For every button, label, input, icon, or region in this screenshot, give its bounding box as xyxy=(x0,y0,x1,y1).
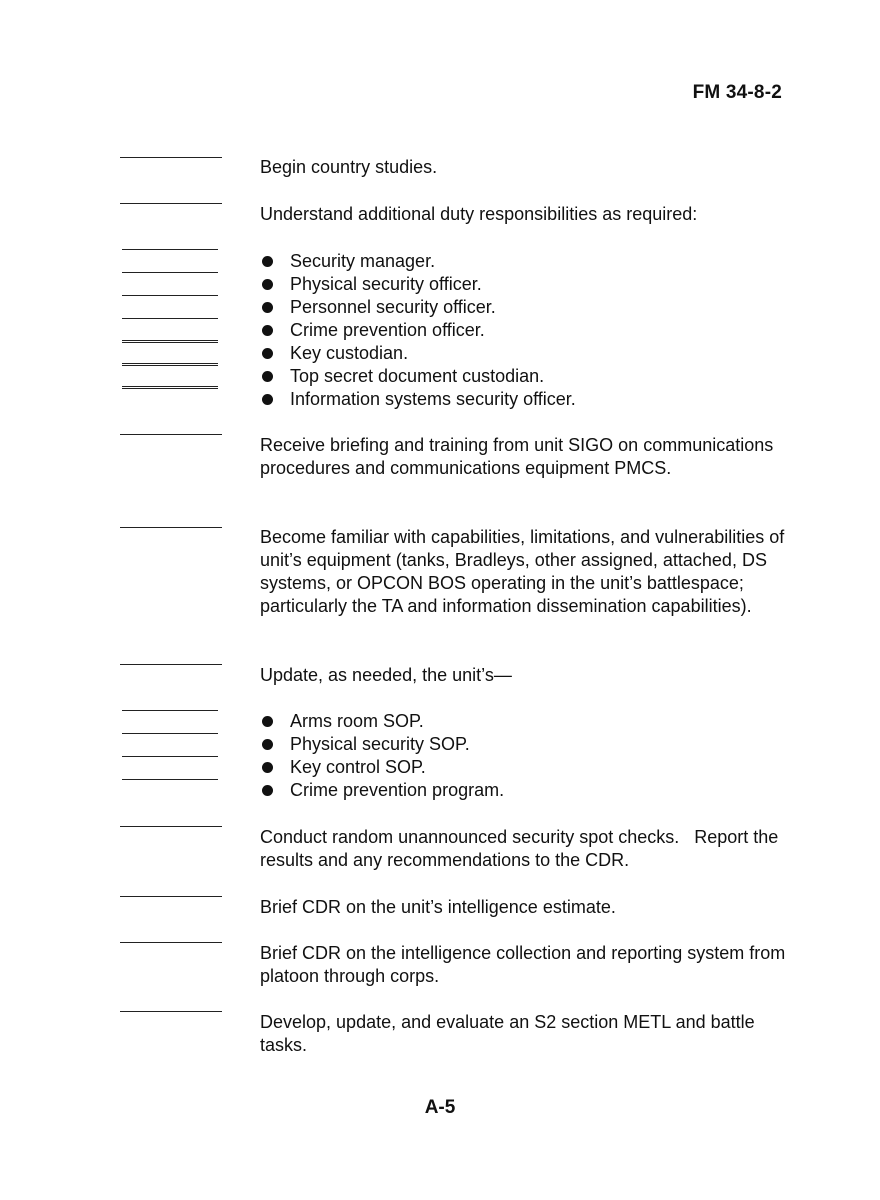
bullet-icon xyxy=(262,716,273,727)
duty-label: Information systems security officer. xyxy=(290,389,576,409)
bullet-icon xyxy=(262,394,273,405)
checkoff-blank[interactable] xyxy=(122,318,218,319)
checkoff-blank[interactable] xyxy=(122,272,218,273)
duty-item xyxy=(262,319,782,342)
checkoff-blank[interactable] xyxy=(122,733,218,734)
task-text: Conduct random unannounced security spot checks. Report the results and any recommendations to the CDR. xyxy=(260,827,784,870)
checkoff-blank[interactable] xyxy=(120,157,222,158)
task-text: Become familiar with capabilities, limitations, and vulnerabilities of unit’s equipment (tanks, Bradleys, other assigned, attached, DS systems, or OPCON BOS operating in the unit’s battlespace; particularly the TA and information dissemination capabilities). xyxy=(260,527,785,616)
sop-item xyxy=(262,733,782,756)
duty-item xyxy=(262,388,782,411)
sop-label: Crime prevention program. xyxy=(290,780,505,800)
checkoff-blank[interactable] xyxy=(122,295,218,296)
duty-label: Security manager. xyxy=(290,251,436,271)
checkoff-blank[interactable] xyxy=(120,896,222,897)
checkoff-blank[interactable] xyxy=(122,363,218,366)
checkoff-blank[interactable] xyxy=(122,249,218,250)
checkoff-blank[interactable] xyxy=(122,386,218,389)
duty-item xyxy=(262,296,782,319)
task-text: Begin country studies. xyxy=(260,157,438,177)
duty-label: Personnel security officer. xyxy=(290,297,496,317)
checkoff-blank[interactable] xyxy=(120,1011,222,1012)
sop-label: Physical security SOP. xyxy=(290,734,470,754)
bullet-icon xyxy=(262,348,273,359)
checkoff-blank[interactable] xyxy=(120,942,222,943)
task-text: Update, as needed, the unit’s— xyxy=(260,665,512,685)
checkoff-blank[interactable] xyxy=(120,434,222,435)
duty-item xyxy=(262,365,782,388)
duty-label: Key custodian. xyxy=(290,343,409,363)
task-text: Develop, update, and evaluate an S2 section METL and battle tasks. xyxy=(260,1012,755,1055)
duty-item xyxy=(262,273,782,296)
checkoff-blank[interactable] xyxy=(120,527,222,528)
sop-label: Key control SOP. xyxy=(290,757,426,777)
bullet-icon xyxy=(262,371,273,382)
checkoff-blank[interactable] xyxy=(122,710,218,711)
bullet-icon xyxy=(262,279,273,290)
checkoff-blank[interactable] xyxy=(120,826,222,827)
checkoff-blank[interactable] xyxy=(122,779,218,780)
task-text: Receive briefing and training from unit SIGO on communications procedures and communications equipment PMCS. xyxy=(260,435,774,478)
checkoff-blank[interactable] xyxy=(120,203,222,204)
bullet-icon xyxy=(262,256,273,267)
bullet-icon xyxy=(262,325,273,336)
page-number: A-5 xyxy=(424,1097,456,1118)
duty-label: Crime prevention officer. xyxy=(290,320,485,340)
page-header: FM 34-8-2 xyxy=(692,82,782,103)
sop-label: Arms room SOP. xyxy=(290,711,424,731)
task-text: Understand additional duty responsibilities as required: xyxy=(260,204,698,224)
task-text: Brief CDR on the intelligence collection and reporting system from platoon through corps. xyxy=(260,943,786,986)
sop-item xyxy=(262,710,782,733)
bullet-icon xyxy=(262,785,273,796)
duty-item xyxy=(262,342,782,365)
task-text: Brief CDR on the unit’s intelligence estimate. xyxy=(260,897,616,917)
bullet-icon xyxy=(262,762,273,773)
bullet-icon xyxy=(262,739,273,750)
checkoff-blank[interactable] xyxy=(122,340,218,343)
duty-label: Physical security officer. xyxy=(290,274,482,294)
checkoff-blank[interactable] xyxy=(122,756,218,757)
sop-item xyxy=(262,779,782,802)
sop-item xyxy=(262,756,782,779)
duty-item xyxy=(262,250,782,273)
duty-label: Top secret document custodian. xyxy=(290,366,545,386)
checkoff-blank[interactable] xyxy=(120,664,222,665)
bullet-icon xyxy=(262,302,273,313)
